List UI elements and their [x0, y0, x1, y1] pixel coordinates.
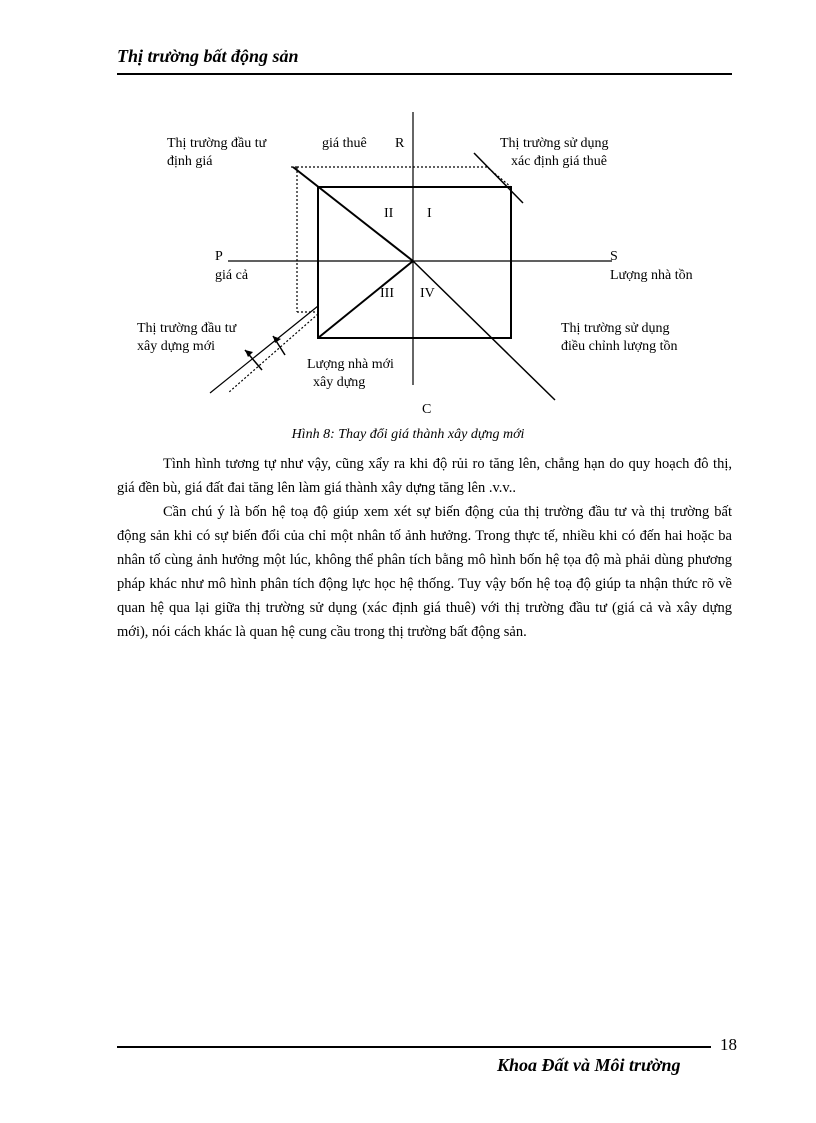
- diagonal-iii: [318, 261, 413, 338]
- label-investment-pricing-2: định giá: [167, 154, 213, 169]
- footer-rule: [117, 1046, 711, 1048]
- page-number: 18: [720, 1035, 737, 1054]
- label-quadrant-iii: III: [380, 286, 394, 301]
- label-investment-pricing-1: Thị trường đầu tư: [167, 136, 267, 151]
- new-construction-line: [228, 314, 318, 393]
- diagonal-iv: [413, 261, 555, 400]
- label-usage-stock-1: Thị trường sử dụng: [561, 321, 670, 336]
- label-quadrant-iv: IV: [420, 286, 435, 301]
- label-usage-rent-2: xác định giá thuê: [511, 154, 608, 169]
- paragraph: Tình hình tương tự như vậy, cũng xẩy ra khi độ rủi ro tăng lên, chẳng hạn do quy hoạch đô thị, giá đền bù, giá đất đai tăng lên làm giá thành xây dựng tăng lên .v.v..: [117, 456, 732, 496]
- header-title: Thị trường bất động sản: [117, 46, 299, 66]
- figure-caption: Hình 8: Thay đổi giá thành xây dựng mới: [291, 427, 525, 442]
- label-p: P: [215, 249, 223, 264]
- label-r: R: [395, 136, 405, 151]
- label-stock: Lượng nhà tồn: [610, 268, 693, 283]
- paragraph: Cần chú ý là bốn hệ toạ độ giúp xem xét sự biến động của thị trường đầu tư và thị trường bất động sản khi có sự biến đổi của chỉ một nhân tố ảnh hưởng. Trong thực tế, nhiều khi có đến hai hoặc ba nhân tố cùng ảnh hưởng một lúc, không thể phân tích bằng mô hình bốn hệ tọa độ mà phải dùng phương pháp khác như mô hình phân tích động lực học hệ thống. Tuy vậy bốn hệ toạ độ giúp ta nhận thức rõ về quan hệ qua lại giữa thị trường sử dụng (xác định giá thuê) với thị trường đầu tư (giá cả và xây dựng mới), nói cách khác là quan hệ cung cầu trong thị trường bất động sản.: [117, 504, 732, 640]
- label-new-build-2: xây dựng: [313, 375, 366, 390]
- footer-department: Khoa Đất và Môi trường: [497, 1055, 681, 1075]
- body-text: [117, 452, 732, 644]
- original-construction-line: [210, 306, 318, 393]
- four-quadrant-diagram: [0, 0, 816, 430]
- label-rent: giá thuê: [322, 136, 367, 151]
- label-quadrant-ii: II: [384, 206, 394, 221]
- label-investment-construction-1: Thị trường đầu tư: [137, 321, 237, 336]
- label-c: C: [422, 402, 432, 417]
- diagonal-ii: [293, 167, 413, 261]
- label-usage-rent-1: Thị trường sử dụng: [500, 136, 609, 151]
- label-price: giá cả: [215, 268, 249, 283]
- dotted-rectangle: [297, 167, 511, 187]
- label-usage-stock-2: điều chỉnh lượng tồn: [561, 339, 678, 354]
- label-investment-construction-2: xây dựng mới: [137, 339, 215, 354]
- label-new-build-1: Lượng nhà mới: [307, 357, 394, 372]
- label-quadrant-i: I: [427, 206, 432, 221]
- label-s: S: [610, 249, 618, 264]
